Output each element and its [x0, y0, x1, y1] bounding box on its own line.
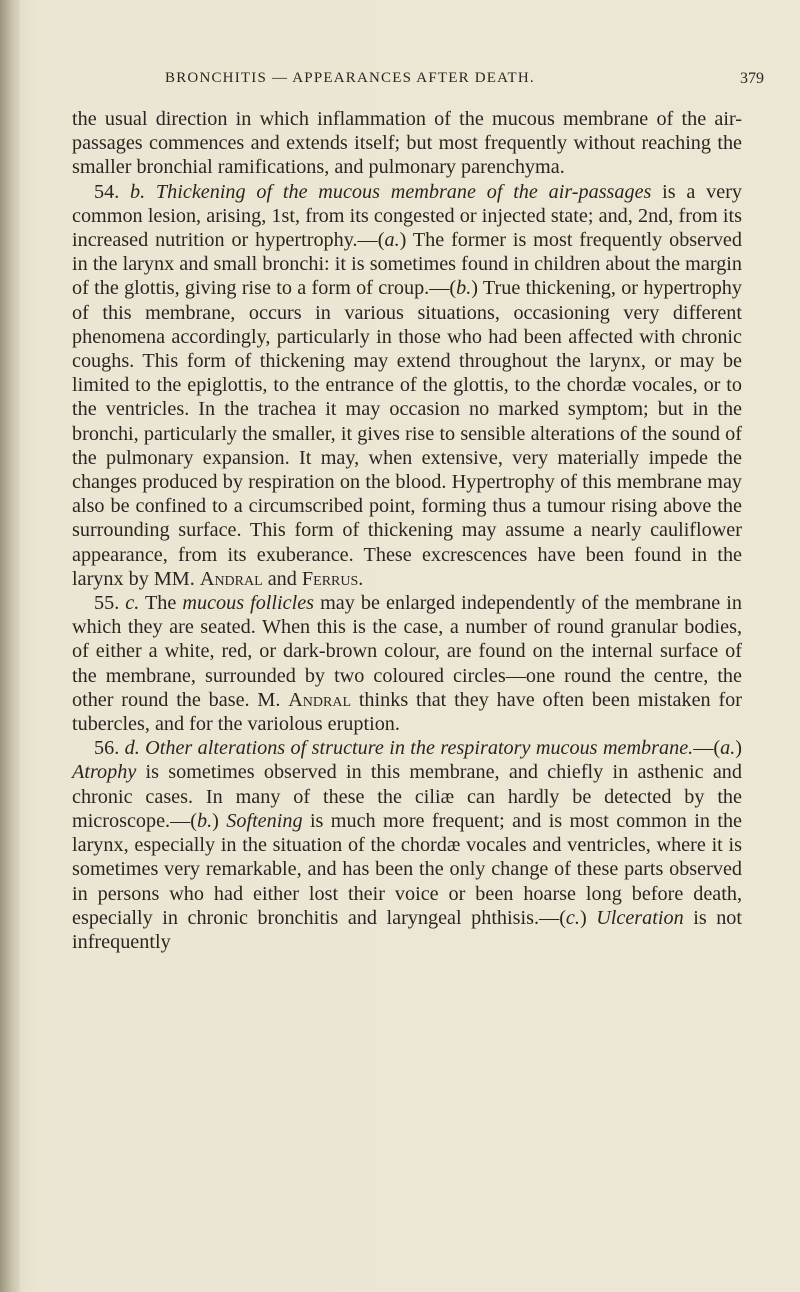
italic-run: c.: [565, 906, 580, 929]
text-run: may be enlarged independently of the membrane in which they are seated. When this is the case, a number of round granular bodies, of either a white, red, or dark-brown colour, are found on the internal surface of the membrane, surrounded by two coloured circles—one round the centre, the other round the base. M.: [72, 592, 743, 711]
page-spine-shadow: [0, 0, 20, 1292]
text-run: 55.: [94, 592, 126, 615]
italic-run: mucous follicles: [182, 592, 315, 615]
text-run: is a very common lesion, arising, 1st, from its congested or injected state; and, 2nd, from its increased nutrition or hypertrophy.—(: [72, 180, 743, 252]
page-number: 379: [740, 70, 764, 87]
running-title: BRONCHITIS — APPEARANCES AFTER DEATH.: [165, 70, 535, 86]
small-caps-run: Ferrus: [301, 567, 359, 590]
text-run: the usual direction in which inflammation of the mucous membrane of the air-passages commences and extends itself; but most frequently without reaching the smaller bronchial ramifications, and pulmonary parenchyma.: [72, 108, 742, 179]
text-run: The: [139, 592, 183, 615]
running-head: [0, 70, 800, 94]
text-run: is not infrequently: [72, 906, 742, 953]
text-run: is sometimes observed in this membrane, and chiefly in asthenic and chronic cases. In many of these the ciliæ can hardly be detected by the microscope.—(: [72, 761, 742, 832]
text-body: [72, 107, 742, 954]
paragraph-55: [72, 591, 742, 736]
paragraph-54: [72, 180, 742, 591]
italic-run: b. Thickening of the mucous membrane of the air-passages: [130, 180, 652, 203]
italic-run: d. Other alterations of structure in the respiratory mucous membrane.: [124, 737, 694, 760]
text-run: ) True thickening, or hypertrophy of this membrane, occurs in various situations, occasioning very different phenomena accordingly, particularly in those who had been affected with chronic coughs. This form of thickening may extend throughout the larynx, or may be limited to the epiglottis, to the entrance of the glottis, to the chordæ vocales, or to the ventricles. In the trachea it may occasion no marked symptom; but in the bronchi, particularly the smaller, it gives rise to sensible alterations of the sound of the pulmonary expansion. It may, when extensive, very materially impede the changes produced by respiration on the blood. Hypertrophy of this membrane may also be confined to a circumscribed point, forming thus a tumour rising above the surrounding surface. This form of thickening may assume a nearly cauliflower appearance, from its exuberance. These excrescences have been found in the larynx by MM.: [72, 277, 742, 590]
italic-run: a.: [384, 229, 400, 252]
italic-run: Ulceration: [596, 906, 684, 929]
small-caps-run: Andral: [199, 567, 263, 590]
small-caps-run: Andral: [288, 688, 352, 711]
text-run: thinks that they have often been mistaken for tubercles, and for the variolous eruption.: [72, 688, 742, 736]
text-run: —(: [693, 737, 721, 760]
italic-run: a.: [720, 737, 736, 760]
text-run: ) The former is most frequently observed in the larynx and small bronchi: it is sometimes found in children about the margin of the glottis, giving rise to a form of croup.—(: [72, 229, 742, 300]
text-run: ): [212, 809, 227, 832]
paragraph-56: [72, 736, 742, 954]
text-run: .: [358, 567, 364, 590]
text-run: ): [735, 737, 743, 760]
text-run: 54.: [94, 180, 131, 203]
italic-run: c.: [125, 592, 140, 615]
text-run: is much more frequent; and is most common in the larynx, especially in the situation of the chordæ vocales and ventricles, where it is sometimes very remarkable, and has been the only change of these parts observed in persons who had either lost their voice or been hoarse long before death, especially in chronic bronchitis and laryngeal phthisis.—(: [72, 809, 742, 929]
text-run: and: [262, 567, 302, 590]
text-run: 56.: [94, 737, 125, 760]
italic-run: b.: [197, 809, 213, 832]
italic-run: Atrophy: [72, 761, 137, 784]
italic-run: b.: [456, 277, 472, 300]
text-run: ): [579, 906, 597, 929]
italic-run: Softening: [226, 809, 303, 832]
paragraph-continuation: [72, 107, 742, 180]
